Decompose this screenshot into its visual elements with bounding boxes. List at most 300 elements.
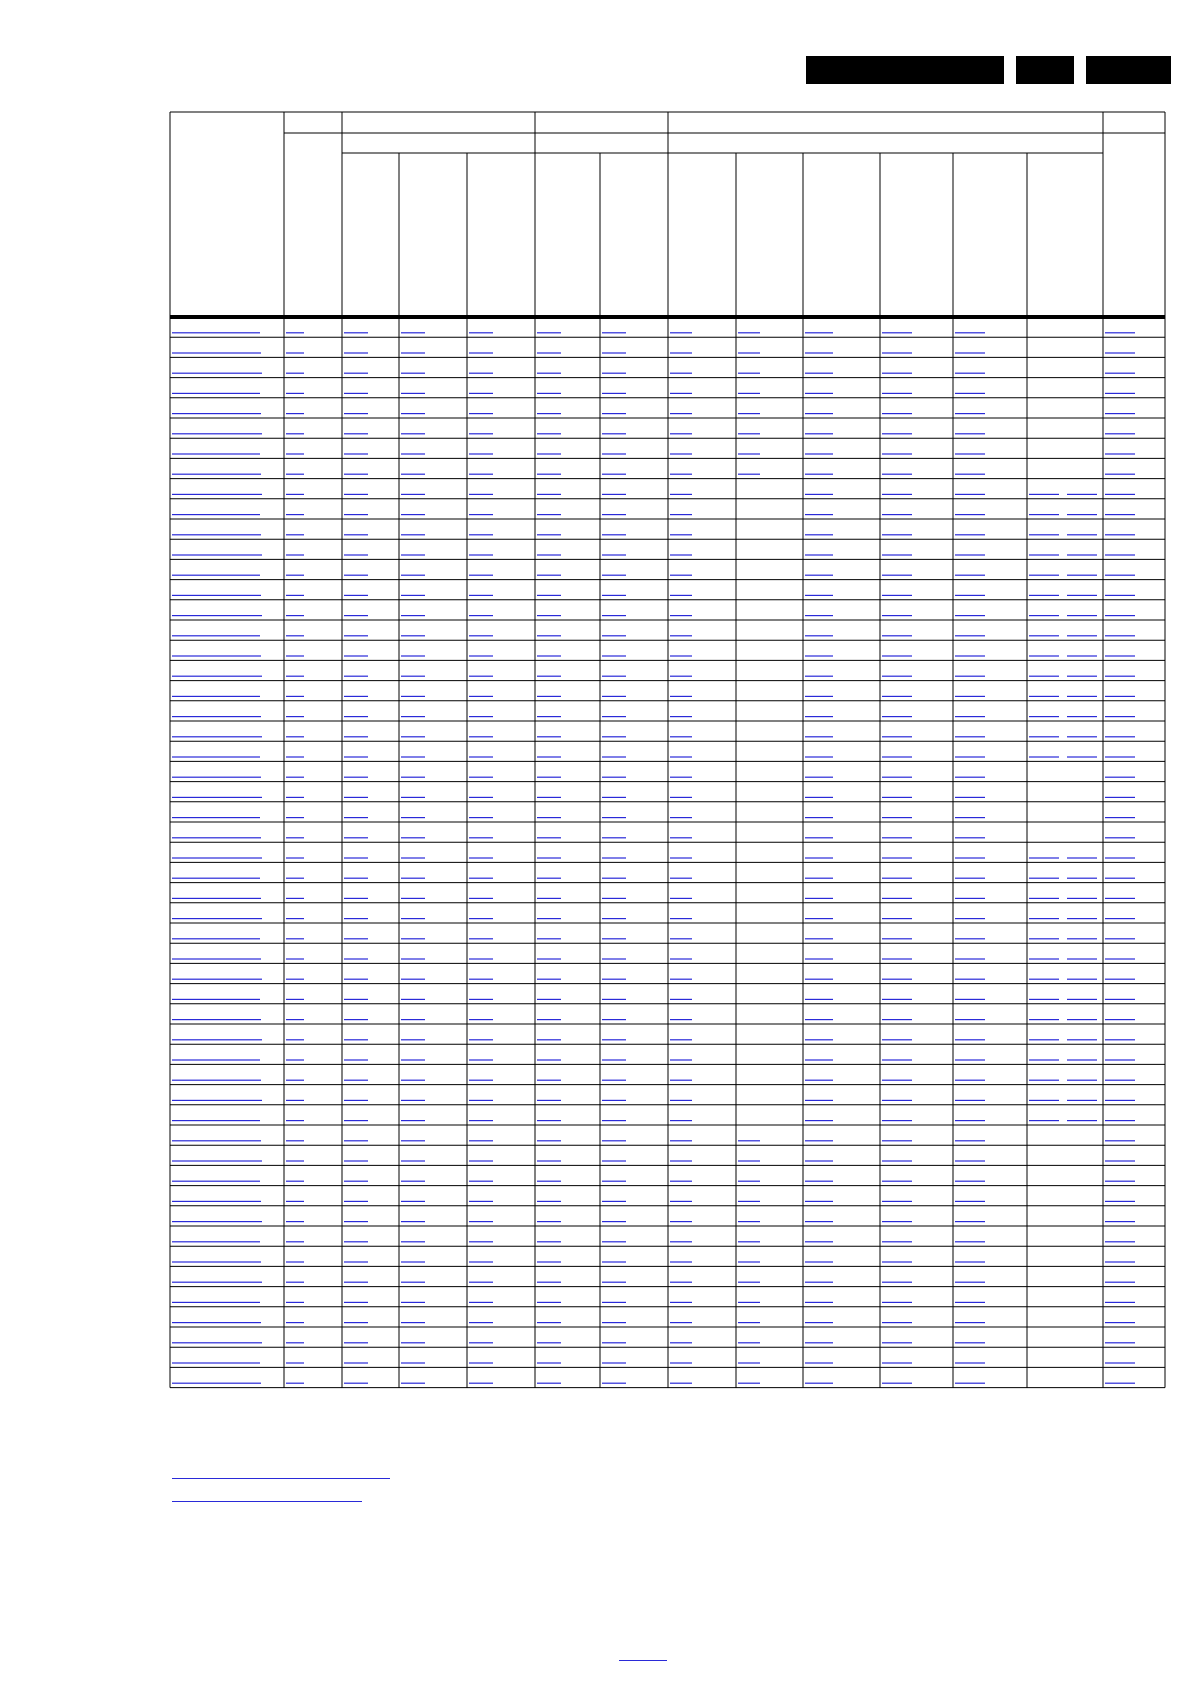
table-cell-link[interactable] xyxy=(670,615,692,616)
table-cell-link[interactable] xyxy=(344,494,368,495)
table-cell-link[interactable] xyxy=(602,393,626,394)
table-cell-link[interactable] xyxy=(955,393,985,394)
table-cell-link[interactable] xyxy=(670,1080,692,1081)
table-cell-link[interactable] xyxy=(1105,1282,1135,1283)
table-cell-link[interactable] xyxy=(401,1039,425,1040)
table-cell-link[interactable] xyxy=(955,332,985,333)
table-cell-link[interactable] xyxy=(469,837,493,838)
table-cell-link[interactable] xyxy=(738,1140,760,1141)
table-cell-link[interactable] xyxy=(670,655,692,656)
table-cell-link[interactable] xyxy=(1067,514,1097,515)
table-cell-link[interactable] xyxy=(738,1383,760,1384)
table-cell-link[interactable] xyxy=(882,837,912,838)
table-cell-link[interactable] xyxy=(469,878,493,879)
table-cell-link[interactable] xyxy=(286,878,304,879)
table-cell-link[interactable] xyxy=(344,615,368,616)
table-cell-link[interactable] xyxy=(955,373,985,374)
table-cell-link[interactable] xyxy=(344,352,368,353)
table-cell-link[interactable] xyxy=(670,797,692,798)
table-cell-link[interactable] xyxy=(401,1221,425,1222)
table-cell-link[interactable] xyxy=(1105,979,1135,980)
table-cell-link[interactable] xyxy=(670,393,692,394)
table-cell-link[interactable] xyxy=(1029,938,1059,939)
table-cell-link[interactable] xyxy=(344,696,368,697)
table-cell-link[interactable] xyxy=(172,1019,261,1020)
table-cell-link[interactable] xyxy=(537,857,561,858)
table-cell-link[interactable] xyxy=(172,1322,261,1323)
table-cell-link[interactable] xyxy=(344,837,368,838)
table-cell-link[interactable] xyxy=(1029,979,1059,980)
table-cell-link[interactable] xyxy=(738,393,760,394)
table-cell-link[interactable] xyxy=(344,453,368,454)
table-cell-link[interactable] xyxy=(537,1302,561,1303)
table-cell-link[interactable] xyxy=(1029,898,1059,899)
table-cell-link[interactable] xyxy=(670,413,692,414)
table-cell-link[interactable] xyxy=(738,1282,760,1283)
table-cell-link[interactable] xyxy=(602,797,626,798)
table-cell-link[interactable] xyxy=(1029,676,1059,677)
table-cell-link[interactable] xyxy=(1105,938,1135,939)
table-cell-link[interactable] xyxy=(670,958,692,959)
table-cell-link[interactable] xyxy=(401,352,425,353)
table-cell-link[interactable] xyxy=(882,595,912,596)
table-cell-link[interactable] xyxy=(286,595,304,596)
table-cell-link[interactable] xyxy=(882,878,912,879)
table-cell-link[interactable] xyxy=(882,676,912,677)
table-cell-link[interactable] xyxy=(882,1160,912,1161)
table-cell-link[interactable] xyxy=(805,979,833,980)
table-cell-link[interactable] xyxy=(1105,1342,1135,1343)
table-cell-link[interactable] xyxy=(602,615,626,616)
table-cell-link[interactable] xyxy=(670,453,692,454)
table-cell-link[interactable] xyxy=(537,1282,561,1283)
table-cell-link[interactable] xyxy=(537,635,561,636)
table-cell-link[interactable] xyxy=(670,857,692,858)
table-cell-link[interactable] xyxy=(286,999,304,1000)
table-cell-link[interactable] xyxy=(1105,635,1135,636)
table-cell-link[interactable] xyxy=(469,1019,493,1020)
table-cell-link[interactable] xyxy=(1105,474,1135,475)
table-cell-link[interactable] xyxy=(401,1140,425,1141)
table-cell-link[interactable] xyxy=(286,817,304,818)
table-cell-link[interactable] xyxy=(172,1201,261,1202)
table-cell-link[interactable] xyxy=(670,1322,692,1323)
table-cell-link[interactable] xyxy=(805,1181,833,1182)
table-cell-link[interactable] xyxy=(882,696,912,697)
table-cell-link[interactable] xyxy=(602,756,626,757)
table-cell-link[interactable] xyxy=(1105,676,1135,677)
table-cell-link[interactable] xyxy=(344,514,368,515)
table-cell-link[interactable] xyxy=(344,1059,368,1060)
table-cell-link[interactable] xyxy=(955,999,985,1000)
table-cell-link[interactable] xyxy=(1067,595,1097,596)
table-cell-link[interactable] xyxy=(172,676,262,677)
table-cell-link[interactable] xyxy=(955,1181,985,1182)
table-cell-link[interactable] xyxy=(469,1201,493,1202)
table-cell-link[interactable] xyxy=(401,736,425,737)
table-cell-link[interactable] xyxy=(344,1039,368,1040)
table-cell-link[interactable] xyxy=(172,453,260,454)
table-cell-link[interactable] xyxy=(805,474,833,475)
table-cell-link[interactable] xyxy=(537,736,561,737)
table-cell-link[interactable] xyxy=(537,453,561,454)
table-cell-link[interactable] xyxy=(537,1019,561,1020)
table-cell-link[interactable] xyxy=(286,554,304,555)
table-cell-link[interactable] xyxy=(469,1322,493,1323)
table-cell-link[interactable] xyxy=(670,898,692,899)
table-cell-link[interactable] xyxy=(955,918,985,919)
table-cell-link[interactable] xyxy=(537,1261,561,1262)
table-cell-link[interactable] xyxy=(955,857,985,858)
table-cell-link[interactable] xyxy=(805,716,833,717)
table-cell-link[interactable] xyxy=(469,918,493,919)
table-cell-link[interactable] xyxy=(1029,1059,1059,1060)
table-cell-link[interactable] xyxy=(537,817,561,818)
table-cell-link[interactable] xyxy=(401,716,425,717)
table-cell-link[interactable] xyxy=(602,1282,626,1283)
table-cell-link[interactable] xyxy=(1105,797,1135,798)
table-cell-link[interactable] xyxy=(882,1342,912,1343)
table-cell-link[interactable] xyxy=(537,554,561,555)
table-cell-link[interactable] xyxy=(805,1362,833,1363)
table-cell-link[interactable] xyxy=(401,1302,425,1303)
table-cell-link[interactable] xyxy=(805,817,833,818)
table-cell-link[interactable] xyxy=(805,857,833,858)
table-cell-link[interactable] xyxy=(602,494,626,495)
table-cell-link[interactable] xyxy=(602,332,626,333)
table-cell-link[interactable] xyxy=(955,1120,985,1121)
table-cell-link[interactable] xyxy=(670,1019,692,1020)
table-cell-link[interactable] xyxy=(344,1080,368,1081)
table-cell-link[interactable] xyxy=(805,1039,833,1040)
table-cell-link[interactable] xyxy=(882,797,912,798)
table-cell-link[interactable] xyxy=(738,1261,760,1262)
table-cell-link[interactable] xyxy=(1029,1100,1059,1101)
table-cell-link[interactable] xyxy=(172,696,260,697)
table-cell-link[interactable] xyxy=(670,696,692,697)
table-cell-link[interactable] xyxy=(401,615,425,616)
table-cell-link[interactable] xyxy=(882,575,912,576)
table-cell-link[interactable] xyxy=(602,857,626,858)
table-cell-link[interactable] xyxy=(882,1080,912,1081)
table-cell-link[interactable] xyxy=(1067,1100,1097,1101)
table-cell-link[interactable] xyxy=(955,716,985,717)
table-cell-link[interactable] xyxy=(537,1181,561,1182)
table-cell-link[interactable] xyxy=(344,595,368,596)
table-cell-link[interactable] xyxy=(1105,756,1135,757)
table-cell-link[interactable] xyxy=(1105,615,1135,616)
table-cell-link[interactable] xyxy=(401,655,425,656)
table-cell-link[interactable] xyxy=(882,1019,912,1020)
table-cell-link[interactable] xyxy=(882,655,912,656)
table-cell-link[interactable] xyxy=(882,999,912,1000)
table-cell-link[interactable] xyxy=(882,393,912,394)
table-cell-link[interactable] xyxy=(286,514,304,515)
table-cell-link[interactable] xyxy=(1105,878,1135,879)
table-cell-link[interactable] xyxy=(469,655,493,656)
table-cell-link[interactable] xyxy=(882,1100,912,1101)
table-cell-link[interactable] xyxy=(1105,1181,1135,1182)
table-cell-link[interactable] xyxy=(805,756,833,757)
table-cell-link[interactable] xyxy=(1067,575,1097,576)
table-cell-link[interactable] xyxy=(344,1362,368,1363)
table-cell-link[interactable] xyxy=(172,1181,260,1182)
table-cell-link[interactable] xyxy=(537,1342,561,1343)
table-cell-link[interactable] xyxy=(401,332,425,333)
table-cell-link[interactable] xyxy=(670,1241,692,1242)
table-cell-link[interactable] xyxy=(670,1302,692,1303)
table-cell-link[interactable] xyxy=(286,433,304,434)
table-cell-link[interactable] xyxy=(670,999,692,1000)
table-cell-link[interactable] xyxy=(602,514,626,515)
table-cell-link[interactable] xyxy=(882,736,912,737)
table-cell-link[interactable] xyxy=(882,958,912,959)
table-cell-link[interactable] xyxy=(286,1140,304,1141)
table-cell-link[interactable] xyxy=(469,857,493,858)
table-cell-link[interactable] xyxy=(401,554,425,555)
table-cell-link[interactable] xyxy=(469,716,493,717)
table-cell-link[interactable] xyxy=(670,777,692,778)
table-cell-link[interactable] xyxy=(172,1342,262,1343)
table-cell-link[interactable] xyxy=(286,736,304,737)
table-cell-link[interactable] xyxy=(286,857,304,858)
table-cell-link[interactable] xyxy=(286,1322,304,1323)
table-cell-link[interactable] xyxy=(805,413,833,414)
table-cell-link[interactable] xyxy=(670,474,692,475)
table-cell-link[interactable] xyxy=(670,332,692,333)
table-cell-link[interactable] xyxy=(738,413,760,414)
table-cell-link[interactable] xyxy=(1067,1059,1097,1060)
table-cell-link[interactable] xyxy=(805,1282,833,1283)
table-cell-link[interactable] xyxy=(286,1282,304,1283)
table-cell-link[interactable] xyxy=(805,655,833,656)
table-cell-link[interactable] xyxy=(469,453,493,454)
table-cell-link[interactable] xyxy=(805,1059,833,1060)
table-cell-link[interactable] xyxy=(469,938,493,939)
table-cell-link[interactable] xyxy=(401,1322,425,1323)
table-cell-link[interactable] xyxy=(537,575,561,576)
table-cell-link[interactable] xyxy=(469,595,493,596)
table-cell-link[interactable] xyxy=(882,1302,912,1303)
table-cell-link[interactable] xyxy=(670,979,692,980)
table-cell-link[interactable] xyxy=(172,837,261,838)
table-cell-link[interactable] xyxy=(670,1201,692,1202)
table-cell-link[interactable] xyxy=(1105,898,1135,899)
table-cell-link[interactable] xyxy=(469,1160,493,1161)
table-cell-link[interactable] xyxy=(955,777,985,778)
table-cell-link[interactable] xyxy=(537,1140,561,1141)
table-cell-link[interactable] xyxy=(670,534,692,535)
table-cell-link[interactable] xyxy=(1067,878,1097,879)
table-cell-link[interactable] xyxy=(602,1019,626,1020)
table-cell-link[interactable] xyxy=(469,1383,493,1384)
table-cell-link[interactable] xyxy=(286,393,304,394)
table-cell-link[interactable] xyxy=(670,1282,692,1283)
table-cell-link[interactable] xyxy=(882,373,912,374)
table-cell-link[interactable] xyxy=(1105,554,1135,555)
table-cell-link[interactable] xyxy=(172,655,261,656)
table-cell-link[interactable] xyxy=(1029,534,1059,535)
table-cell-link[interactable] xyxy=(172,1120,260,1121)
table-cell-link[interactable] xyxy=(670,352,692,353)
table-cell-link[interactable] xyxy=(1105,1140,1135,1141)
table-cell-link[interactable] xyxy=(670,878,692,879)
table-cell-link[interactable] xyxy=(469,1140,493,1141)
table-cell-link[interactable] xyxy=(670,918,692,919)
table-cell-link[interactable] xyxy=(172,736,262,737)
table-cell-link[interactable] xyxy=(1105,1302,1135,1303)
table-cell-link[interactable] xyxy=(805,615,833,616)
table-cell-link[interactable] xyxy=(1105,595,1135,596)
table-cell-link[interactable] xyxy=(401,635,425,636)
table-cell-link[interactable] xyxy=(1105,777,1135,778)
table-cell-link[interactable] xyxy=(602,1241,626,1242)
table-cell-link[interactable] xyxy=(537,474,561,475)
table-cell-link[interactable] xyxy=(805,777,833,778)
table-cell-link[interactable] xyxy=(602,958,626,959)
table-cell-link[interactable] xyxy=(1067,898,1097,899)
table-cell-link[interactable] xyxy=(955,1019,985,1020)
table-cell-link[interactable] xyxy=(469,999,493,1000)
table-cell-link[interactable] xyxy=(602,554,626,555)
table-cell-link[interactable] xyxy=(537,837,561,838)
table-cell-link[interactable] xyxy=(401,756,425,757)
table-cell-link[interactable] xyxy=(1105,534,1135,535)
table-cell-link[interactable] xyxy=(537,1160,561,1161)
table-cell-link[interactable] xyxy=(882,332,912,333)
table-cell-link[interactable] xyxy=(1105,453,1135,454)
table-cell-link[interactable] xyxy=(882,534,912,535)
table-cell-link[interactable] xyxy=(401,373,425,374)
table-cell-link[interactable] xyxy=(602,1342,626,1343)
table-cell-link[interactable] xyxy=(1105,655,1135,656)
table-cell-link[interactable] xyxy=(469,1342,493,1343)
table-cell-link[interactable] xyxy=(344,958,368,959)
table-cell-link[interactable] xyxy=(344,979,368,980)
table-cell-link[interactable] xyxy=(602,999,626,1000)
table-cell-link[interactable] xyxy=(1029,655,1059,656)
table-cell-link[interactable] xyxy=(172,1282,262,1283)
table-cell-link[interactable] xyxy=(401,696,425,697)
table-cell-link[interactable] xyxy=(955,1059,985,1060)
table-cell-link[interactable] xyxy=(602,1221,626,1222)
table-cell-link[interactable] xyxy=(344,474,368,475)
table-cell-link[interactable] xyxy=(344,817,368,818)
table-cell-link[interactable] xyxy=(469,514,493,515)
table-cell-link[interactable] xyxy=(738,1342,760,1343)
table-cell-link[interactable] xyxy=(537,999,561,1000)
table-cell-link[interactable] xyxy=(805,494,833,495)
table-cell-link[interactable] xyxy=(537,1383,561,1384)
table-cell-link[interactable] xyxy=(401,817,425,818)
table-cell-link[interactable] xyxy=(172,393,260,394)
table-cell-link[interactable] xyxy=(602,655,626,656)
table-cell-link[interactable] xyxy=(344,857,368,858)
table-cell-link[interactable] xyxy=(401,453,425,454)
table-cell-link[interactable] xyxy=(344,1302,368,1303)
table-cell-link[interactable] xyxy=(955,514,985,515)
table-cell-link[interactable] xyxy=(172,1221,262,1222)
table-cell-link[interactable] xyxy=(602,837,626,838)
table-cell-link[interactable] xyxy=(172,1160,262,1161)
table-cell-link[interactable] xyxy=(805,938,833,939)
table-cell-link[interactable] xyxy=(344,1120,368,1121)
table-cell-link[interactable] xyxy=(469,1039,493,1040)
table-cell-link[interactable] xyxy=(344,1181,368,1182)
table-cell-link[interactable] xyxy=(537,1039,561,1040)
table-cell-link[interactable] xyxy=(1067,999,1097,1000)
table-cell-link[interactable] xyxy=(1105,837,1135,838)
table-cell-link[interactable] xyxy=(602,1201,626,1202)
table-cell-link[interactable] xyxy=(882,474,912,475)
table-cell-link[interactable] xyxy=(401,514,425,515)
table-cell-link[interactable] xyxy=(882,1383,912,1384)
table-cell-link[interactable] xyxy=(955,1100,985,1101)
table-cell-link[interactable] xyxy=(805,1019,833,1020)
table-cell-link[interactable] xyxy=(537,898,561,899)
table-cell-link[interactable] xyxy=(602,817,626,818)
table-cell-link[interactable] xyxy=(955,1221,985,1222)
table-cell-link[interactable] xyxy=(602,534,626,535)
table-cell-link[interactable] xyxy=(172,332,260,333)
table-cell-link[interactable] xyxy=(805,554,833,555)
table-cell-link[interactable] xyxy=(286,777,304,778)
table-cell-link[interactable] xyxy=(1029,554,1059,555)
table-cell-link[interactable] xyxy=(286,938,304,939)
table-cell-link[interactable] xyxy=(602,1059,626,1060)
table-cell-link[interactable] xyxy=(469,433,493,434)
table-cell-link[interactable] xyxy=(537,777,561,778)
table-cell-link[interactable] xyxy=(401,999,425,1000)
table-cell-link[interactable] xyxy=(172,474,261,475)
table-cell-link[interactable] xyxy=(286,1039,304,1040)
table-cell-link[interactable] xyxy=(738,1221,760,1222)
table-cell-link[interactable] xyxy=(805,1221,833,1222)
table-cell-link[interactable] xyxy=(955,474,985,475)
table-cell-link[interactable] xyxy=(401,393,425,394)
table-cell-link[interactable] xyxy=(172,1383,261,1384)
table-cell-link[interactable] xyxy=(1105,857,1135,858)
table-cell-link[interactable] xyxy=(172,898,261,899)
table-cell-link[interactable] xyxy=(738,433,760,434)
table-cell-link[interactable] xyxy=(805,1201,833,1202)
table-cell-link[interactable] xyxy=(401,898,425,899)
table-cell-link[interactable] xyxy=(469,979,493,980)
table-cell-link[interactable] xyxy=(670,1160,692,1161)
table-cell-link[interactable] xyxy=(805,433,833,434)
table-cell-link[interactable] xyxy=(537,433,561,434)
table-cell-link[interactable] xyxy=(602,696,626,697)
table-cell-link[interactable] xyxy=(955,1322,985,1323)
table-cell-link[interactable] xyxy=(286,1120,304,1121)
table-cell-link[interactable] xyxy=(882,756,912,757)
table-cell-link[interactable] xyxy=(537,534,561,535)
table-cell-link[interactable] xyxy=(602,1039,626,1040)
table-cell-link[interactable] xyxy=(401,1181,425,1182)
table-cell-link[interactable] xyxy=(344,1383,368,1384)
table-cell-link[interactable] xyxy=(1029,696,1059,697)
table-cell-link[interactable] xyxy=(537,595,561,596)
table-cell-link[interactable] xyxy=(1067,655,1097,656)
table-cell-link[interactable] xyxy=(1029,514,1059,515)
table-cell-link[interactable] xyxy=(955,938,985,939)
table-cell-link[interactable] xyxy=(955,676,985,677)
table-cell-link[interactable] xyxy=(537,797,561,798)
table-cell-link[interactable] xyxy=(1029,575,1059,576)
table-cell-link[interactable] xyxy=(172,1362,260,1363)
table-cell-link[interactable] xyxy=(1067,494,1097,495)
table-cell-link[interactable] xyxy=(602,716,626,717)
